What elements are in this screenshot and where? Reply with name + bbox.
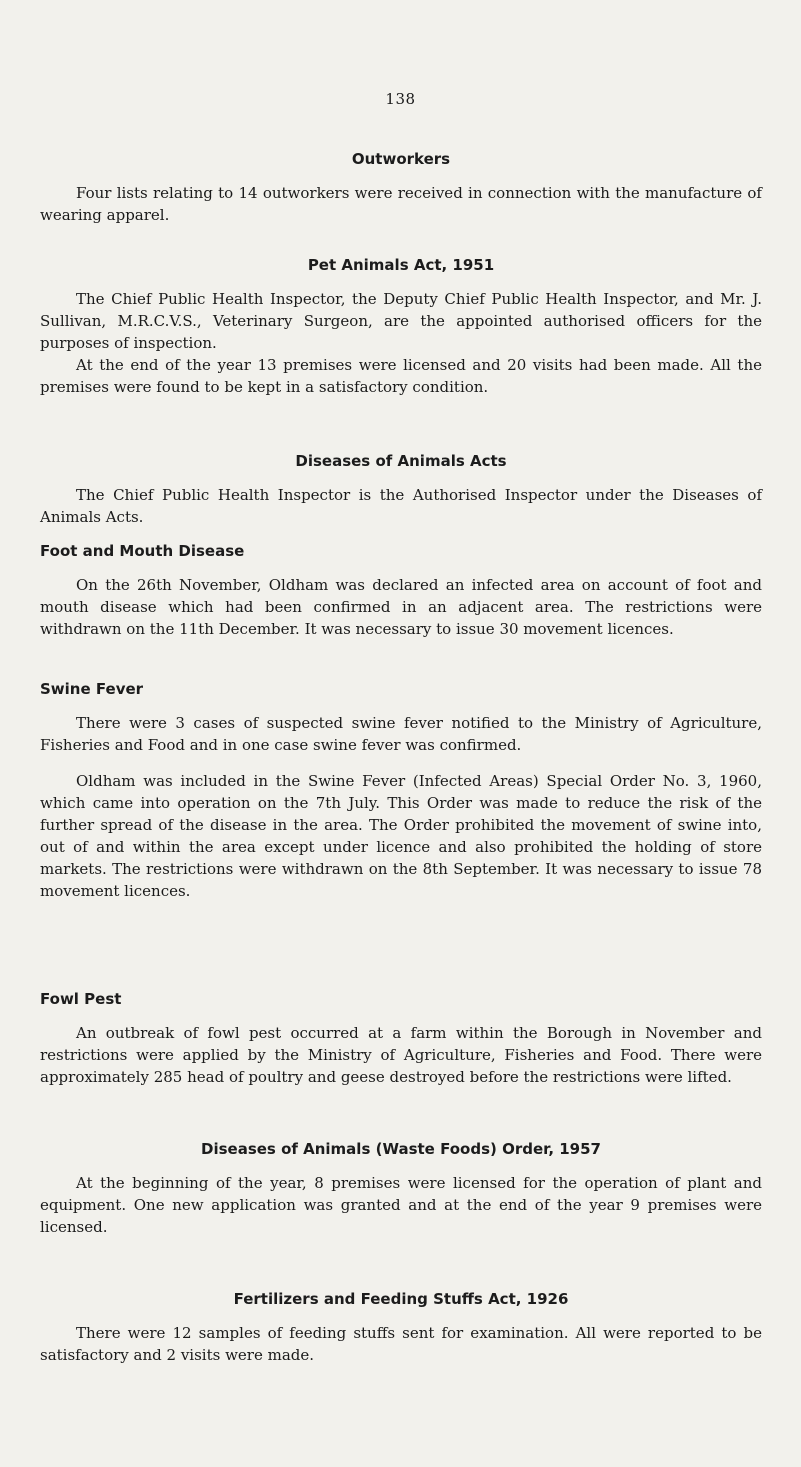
paragraph: At the end of the year 13 premises were licensed and 20 visits had been made. All the premises were found to be kept in a satisfactory condition.: [40, 356, 762, 396]
section-outworkers: [40, 150, 762, 226]
paragraph: At the beginning of the year, 8 premises were licensed for the operation of plant and equipment. One new application was granted and at the end of the year 9 premises were licensed.: [40, 1174, 762, 1236]
section-heading: Fowl Pest: [40, 990, 122, 1008]
paragraph: Four lists relating to 14 outworkers were received in connection with the manufacture of wearing apparel.: [40, 184, 762, 224]
section-foot-and-mouth-disease: [40, 542, 762, 640]
section-pet-animals-act: [40, 256, 762, 398]
page-number: 138: [385, 90, 416, 108]
section-heading: Foot and Mouth Disease: [40, 542, 245, 560]
paragraph: An outbreak of fowl pest occurred at a farm within the Borough in November and restrictions were applied by the Ministry of Agriculture, Fisheries and Food. There were approximately 285 head of poultry and geese destroyed before the restrictions were lifted.: [40, 1024, 762, 1086]
section-heading: Fertilizers and Feeding Stuffs Act, 1926: [233, 1290, 569, 1308]
section-heading: Swine Fever: [40, 680, 144, 698]
paragraph: On the 26th November, Oldham was declared an infected area on account of foot and mouth disease which had been confirmed in an adjacent area. The restrictions were withdrawn on the 11th December. It was necessary to issue 30 movement licences.: [40, 576, 762, 638]
section-heading: Diseases of Animals Acts: [295, 452, 507, 470]
section-waste-foods-order: [40, 1140, 762, 1238]
paragraph: Oldham was included in the Swine Fever (Infected Areas) Special Order No. 3, 1960, which came into operation on the 7th July. This Order was made to reduce the risk of the further spread of the disease in the area. The Order prohibited the movement of swine into, out of and within the area except under licence and also prohibited the holding of store markets. The restrictions were withdrawn on the 8th September. It was necessary to issue 78 movement licences.: [40, 772, 762, 900]
section-heading: Pet Animals Act, 1951: [307, 256, 495, 274]
section-heading: Outworkers: [351, 150, 451, 168]
section-fertilizers-act: [40, 1290, 762, 1366]
section-fowl-pest: [40, 990, 762, 1088]
paragraph: There were 3 cases of suspected swine fever notified to the Ministry of Agriculture, Fisheries and Food and in one case swine fever was confirmed.: [40, 714, 762, 754]
section-diseases-of-animals-acts: [40, 452, 762, 528]
section-swine-fever: [40, 680, 762, 902]
paragraph: There were 12 samples of feeding stuffs sent for examination. All were reported to be satisfactory and 2 visits were made.: [40, 1324, 762, 1364]
paragraph: The Chief Public Health Inspector, the Deputy Chief Public Health Inspector, and Mr. J. Sullivan, M.R.C.V.S., Veterinary Surgeon, are the appointed authorised officers for the purposes of inspection.: [40, 290, 762, 352]
section-heading: Diseases of Animals (Waste Foods) Order, 1957: [201, 1140, 601, 1158]
paragraph: The Chief Public Health Inspector is the Authorised Inspector under the Diseases of Animals Acts.: [40, 486, 762, 526]
